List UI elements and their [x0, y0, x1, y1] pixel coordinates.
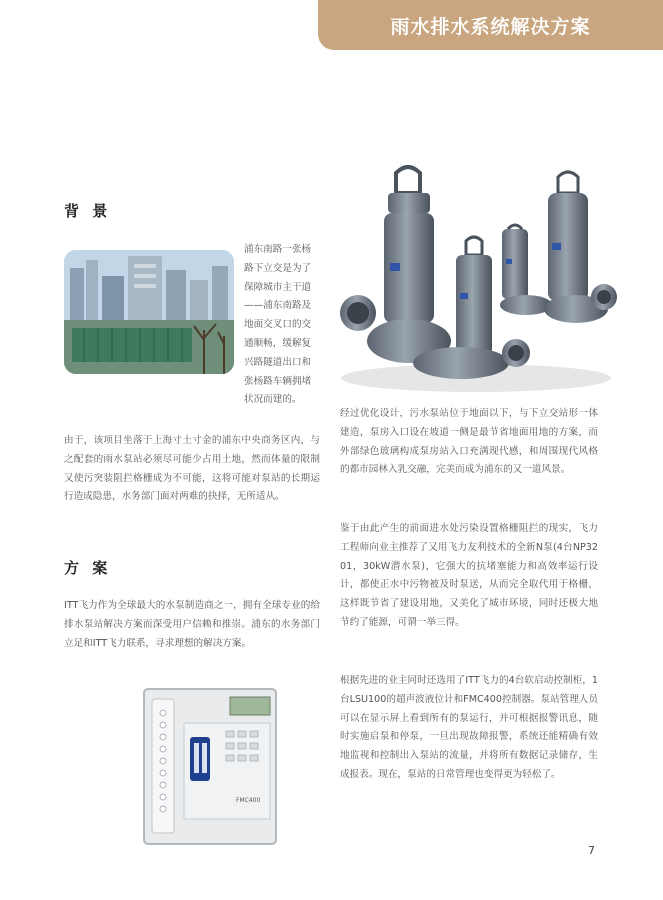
design-text: 经过优化设计，污水泵站位于地面以下，与下立交站形一体建造，泵房入口设在坡道一侧是最节省地面用地的方案，而外部绿色玻璃构成泵房站入口充满现代感，和周围现代风格的都市园林入乳交融，完美而成为浦东的又一道风景。 [340, 408, 598, 476]
background-line: 兴路隧道出口和 [244, 356, 312, 368]
background-line: 浦东南路一张杨 [244, 244, 312, 255]
background-continued-text: 由于，该项目坐落于上海寸土寸金的浦东中央商务区内，与之配套的雨水泵站必须尽可能少占用土地，然而体量的限制又使污突装阻拦格栅成为不可能，这将可能对泵站的长期运行造成隐患，水务部门面对两难的抉择，无所适从。 [64, 435, 320, 503]
control-text: 根据先进的业主同时还选用了ITT飞力的4台软启动控制柜，1台LSU100的超声波液位计和FMC400控制器。泵站管理人员可以在显示屏上看到所有的泵运行，并可根据报警讯息，随时实施启泵和停泵，一旦出现故障报警，系统还能精确有效地监视和控制出入泵站的流量，并将所有数据记录储存，生成报表。现在，泵站的日常管理也变得更为轻松了。 [340, 675, 598, 780]
background-heading: 背 景 [64, 202, 112, 220]
background-line: ——浦东南路及 [244, 300, 312, 312]
background-line: 地面交叉口的交 [244, 319, 312, 331]
background-line: 路下立交是为了 [244, 262, 312, 274]
pump-text: 鉴于由此产生的前面进水处污染设置格栅阻拦的现实，飞力工程师向业主推荐了又用飞力友利技术的全新N泵(4台NP3201，30kW潜水泵)，它强大的抗堵塞能力和高效率运行设计，都使正水中污物被及时泵送，从而完全取代用于格栅，这样既节省了建设用地，又美化了城市环境，同时还极大地节约了能源，可谓一举三得。 [340, 523, 598, 628]
city-photo [64, 250, 234, 374]
pumps-photo [336, 163, 619, 403]
solution-text: ITT飞力作为全球最大的水泵制造商之一，拥有全球专业的给排水泵站解决方案而深受用户信赖和推崇。浦东的水务部门立足和ITT飞力联系，寻求理想的解决方案。 [64, 600, 320, 649]
background-text-beside-photo [244, 241, 326, 410]
background-line: 张杨路车辆拥堵 [244, 375, 312, 387]
background-line: 状况而建的。 [244, 394, 302, 406]
solution-heading: 方 案 [64, 559, 112, 577]
controller-photo [140, 685, 280, 848]
controller-label: FMC400 [236, 797, 261, 804]
background-line: 保障城市主干道 [244, 281, 312, 293]
background-line: 通顺畅，缓解复 [244, 337, 312, 349]
header-title: 雨水排水系统解决方案 [390, 15, 591, 38]
page-number: 7 [588, 844, 595, 857]
header-title-tab [318, 0, 663, 50]
